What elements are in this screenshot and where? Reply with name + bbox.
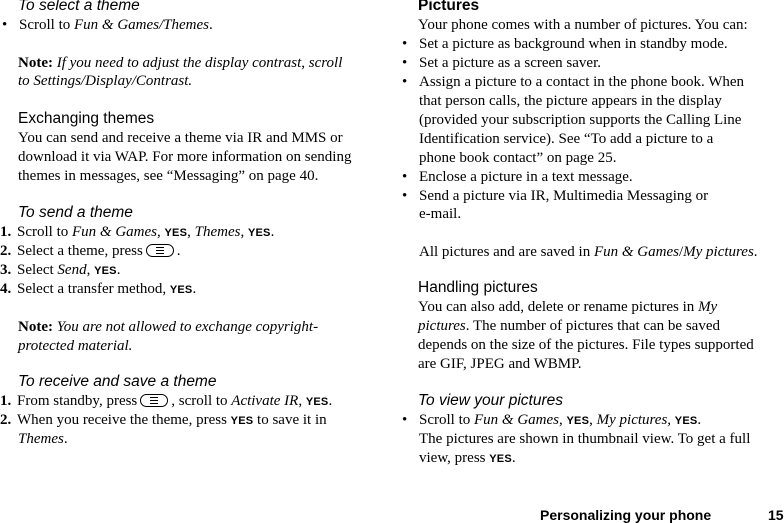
bullet: • xyxy=(402,412,408,428)
note-text: You are not allowed to exchange copyright- xyxy=(56,319,319,335)
heading-view-pictures: To view your pictures xyxy=(418,392,564,409)
menu-path: Themes xyxy=(18,431,64,447)
handling-line-2 xyxy=(418,317,720,335)
handling-line-3: depends on the size of the pictures. File types supported xyxy=(418,337,754,353)
menu-path: Fun & Games xyxy=(474,412,559,428)
view-step xyxy=(400,411,701,430)
text: , xyxy=(240,224,248,240)
pictures-intro: Your phone comes with a number of pictures. You can: xyxy=(418,17,748,33)
menu-key-icon xyxy=(146,244,174,257)
view-line-2: The pictures are shown in thumbnail view. To get a full xyxy=(419,431,751,447)
bullet: • xyxy=(402,36,408,52)
text: From standby, press xyxy=(17,393,138,409)
text: , xyxy=(559,412,567,428)
text: When you receive the theme, press xyxy=(17,412,231,428)
text: . xyxy=(270,224,275,240)
text: Send a picture via IR, Multimedia Messaging or xyxy=(419,188,709,204)
step-number: 3. xyxy=(0,262,12,278)
text: . xyxy=(511,450,516,466)
text: , xyxy=(298,393,306,409)
text: . The number of pictures that can be saved xyxy=(465,318,720,334)
text: Assign a picture to a contact in the phone book. When xyxy=(419,74,745,90)
menu-path: Send xyxy=(57,262,87,278)
note-label: Note: xyxy=(18,55,53,71)
yes-key-label: YES xyxy=(489,453,512,465)
pictures-bullet-5 xyxy=(400,187,708,205)
text: . xyxy=(753,244,758,260)
menu-path: pictures xyxy=(418,318,466,334)
text: All pictures and are saved in xyxy=(419,244,594,260)
menu-path: My xyxy=(698,299,718,315)
receive-step-2-cont xyxy=(18,430,68,448)
yes-key-label: YES xyxy=(305,396,329,408)
send-step-2 xyxy=(0,242,181,260)
receive-step-2 xyxy=(0,411,327,430)
bullet: • xyxy=(2,17,8,33)
menu-path: Fun & Games/Themes xyxy=(74,17,209,33)
text: Scroll to xyxy=(17,224,72,240)
handling-line-1 xyxy=(418,298,717,316)
menu-path: Activate IR xyxy=(231,393,299,409)
text: view, press xyxy=(419,450,490,466)
send-step-4 xyxy=(0,280,196,299)
heading-send-theme: To send a theme xyxy=(18,204,133,221)
yes-key-label: YES xyxy=(674,415,698,427)
text: . xyxy=(697,412,702,428)
exchanging-line-3: themes in messages, see “Messaging” on page 40. xyxy=(18,168,319,184)
text: , xyxy=(86,262,95,278)
bullet: • xyxy=(402,169,408,185)
menu-path: My pictures, xyxy=(596,412,672,428)
pictures-bullet-4 xyxy=(400,168,633,186)
text: Scroll to xyxy=(19,17,74,33)
text: . xyxy=(63,431,68,447)
exchanging-line-2: download it via WAP. For more information on sending xyxy=(18,149,352,165)
heading-exchanging-themes: Exchanging themes xyxy=(18,110,155,127)
yes-key-label: YES xyxy=(164,227,188,239)
step-number: 2. xyxy=(0,243,12,259)
send-step-3 xyxy=(0,261,120,280)
select-theme-note-line1 xyxy=(18,54,342,72)
text: Enclose a picture in a text message. xyxy=(419,169,633,185)
select-theme-note-line2: to Settings/Display/Contrast. xyxy=(18,73,193,89)
heading-select-theme: To select a theme xyxy=(18,0,140,14)
bullet: • xyxy=(402,55,408,71)
pictures-bullet-3-line4: Identification service). See “To add a picture to a xyxy=(419,131,714,147)
text: Set a picture as a screen saver. xyxy=(419,55,601,71)
note-label: Note: xyxy=(18,319,53,335)
text: , xyxy=(187,224,195,240)
pictures-bullet-3-line2: that person calls, the picture appears in the display xyxy=(419,93,722,109)
select-theme-step xyxy=(0,16,213,34)
yes-key-label: YES xyxy=(94,265,117,277)
text: , xyxy=(589,412,597,428)
heading-pictures: Pictures xyxy=(418,0,480,14)
bullet: • xyxy=(402,74,408,90)
pictures-bullet-3 xyxy=(400,73,744,91)
text: , xyxy=(157,224,165,240)
pictures-bullet-5-line2: e-mail. xyxy=(419,206,462,222)
yes-key-label: YES xyxy=(247,227,271,239)
text: . xyxy=(192,281,197,297)
menu-path: Fun & Games xyxy=(72,224,157,240)
send-note-line2: protected material. xyxy=(18,338,133,354)
view-line-3 xyxy=(419,449,516,468)
text: / xyxy=(678,244,684,260)
pictures-bullet-3-line5: phone book contact” on page 25. xyxy=(419,150,617,166)
yes-key-label: YES xyxy=(169,284,193,296)
text: . xyxy=(328,393,333,409)
exchanging-line-1: You can send and receive a theme via IR and MMS or xyxy=(18,130,343,146)
menu-path: Themes xyxy=(194,224,241,240)
note-text: If you need to adjust the display contrast, scroll xyxy=(56,55,343,71)
text: . xyxy=(209,17,213,33)
footer-page-number: 15 xyxy=(768,507,784,523)
yes-key-label: YES xyxy=(230,415,254,427)
send-step-1 xyxy=(0,223,274,242)
send-note-line1 xyxy=(18,318,318,336)
menu-key-icon xyxy=(140,394,168,407)
text: You can also add, delete or rename pictures in xyxy=(418,299,699,315)
text: Select a theme, press xyxy=(17,243,143,259)
menu-path: My pictures xyxy=(683,244,754,260)
bullet: • xyxy=(402,188,408,204)
step-number: 1. xyxy=(0,393,12,409)
menu-path: Fun & Games xyxy=(593,244,679,260)
pictures-bullet-3-line3: (provided your subscription supports the Calling Line xyxy=(419,112,742,128)
handling-line-4: are GIF, JPEG and WBMP. xyxy=(418,356,582,372)
text: Select a transfer method, xyxy=(17,281,170,297)
yes-key-label: YES xyxy=(566,415,590,427)
receive-step-1 xyxy=(0,392,332,411)
text: to save it in xyxy=(253,412,327,428)
text: Scroll to xyxy=(419,412,474,428)
step-number: 1. xyxy=(0,224,12,240)
footer-section-title: Personalizing your phone xyxy=(540,507,712,523)
pictures-bullet-1 xyxy=(400,35,728,53)
text: . xyxy=(176,243,181,259)
text: , scroll to xyxy=(171,393,232,409)
text: . xyxy=(116,262,121,278)
text: Select xyxy=(17,262,58,278)
pictures-saved-location xyxy=(419,243,758,261)
heading-receive-theme: To receive and save a theme xyxy=(18,373,217,390)
heading-handling-pictures: Handling pictures xyxy=(418,279,538,296)
step-number: 4. xyxy=(0,281,12,297)
text: Set a picture as background when in standby mode. xyxy=(419,36,728,52)
pictures-bullet-2 xyxy=(400,54,601,72)
step-number: 2. xyxy=(0,412,12,428)
